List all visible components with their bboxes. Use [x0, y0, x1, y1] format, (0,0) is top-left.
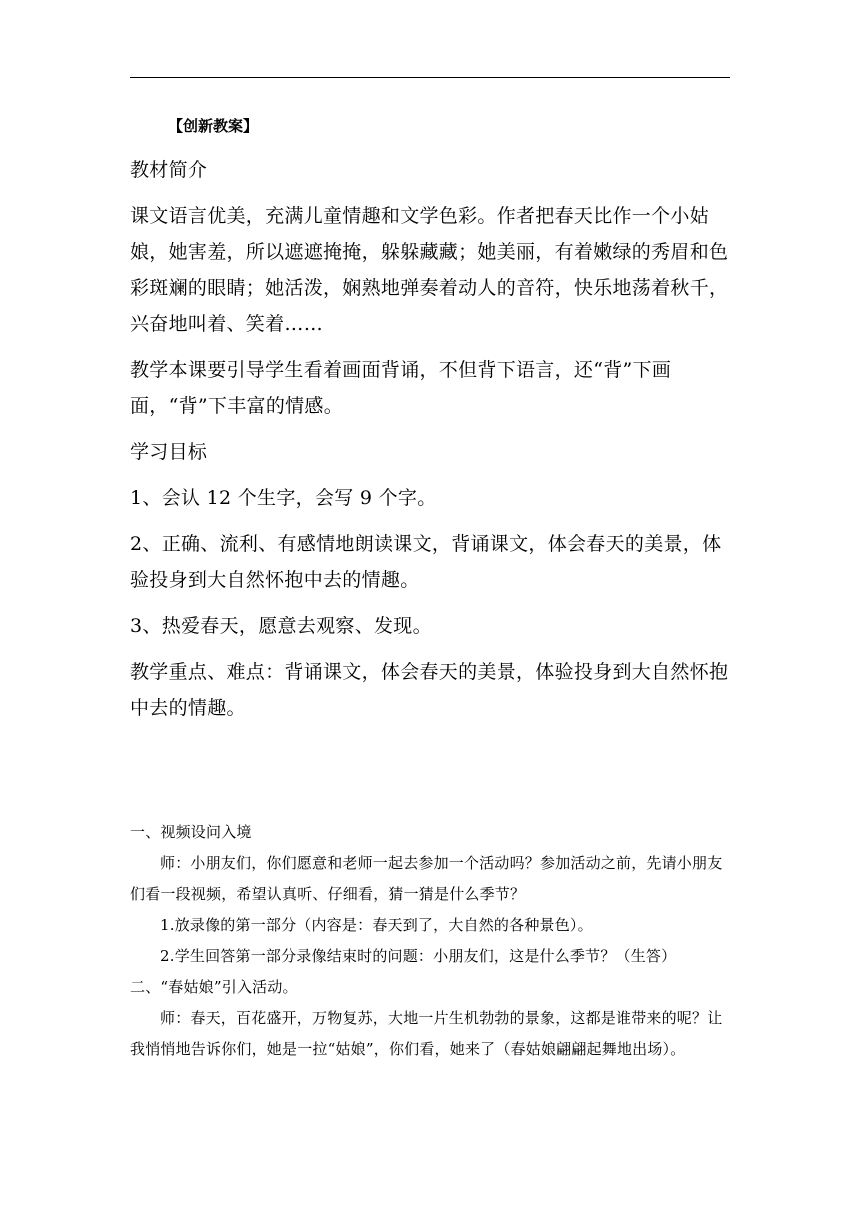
intro-paragraph-1: 课文语言优美，充满儿童情趣和文学色彩。作者把春天比作一个小姑娘，她害羞，所以遮遮掩掩，躲躲藏藏；她美丽，有着嫩绿的秀眉和色彩斑斓的眼睛；她活泼，娴熟地弹奏着动人的音符，快乐地荡着秋千，兴奋地叫着、笑着……	[130, 205, 729, 335]
key-points: 教学重点、难点：背诵课文，体会春天的美景，体验投身到大自然怀抱中去的情趣。	[130, 661, 729, 719]
goals-heading: 学习目标	[130, 441, 208, 463]
step-1-item-1: 1.放录像的第一部分（内容是：春天到了，大自然的各种景色）。	[160, 916, 593, 934]
main-content	[130, 108, 736, 726]
intro-paragraph-2: 教学本课要引导学生看着画面背诵，不但背下语言，还“背”下画面，“背”下丰富的情感。	[130, 359, 672, 417]
goal-item-3: 3、热爱春天，愿意去观察、发现。	[130, 615, 432, 637]
section-title: 【创新教案】	[168, 117, 259, 135]
step-2-paragraph: 师：春天，百花盛开，万物复苏，大地一片生机勃勃的景象，这都是谁带来的呢？让我悄悄地告诉你们，她是一拉“姑娘”，你们看，她来了（春姑娘翩翩起舞地出场）。	[130, 1009, 723, 1058]
step-1-item-2: 2.学生回答第一部分录像结束时的问题：小朋友们，这是什么季节？（生答）	[160, 947, 677, 965]
goal-item-1: 1、会认 12 个生字，会写 9 个字。	[130, 487, 437, 509]
intro-heading: 教材简介	[130, 159, 208, 181]
goal-item-2: 2、正确、流利、有感情地朗读课文，背诵课文，体会春天的美景，体验投身到大自然怀抱中去的情趣。	[130, 533, 722, 591]
step-1-paragraph: 师：小朋友们，你们愿意和老师一起去参加一个活动吗？参加活动之前，先请小朋友们看一段视频，希望认真听、仔细看，猜一猜是什么季节？	[130, 854, 723, 903]
header-rule	[130, 77, 730, 78]
step-1-title: 一、视频设问入境	[130, 823, 252, 841]
lesson-steps	[130, 817, 736, 1065]
step-2-title: 二、“春姑娘”引入活动。	[130, 978, 298, 996]
